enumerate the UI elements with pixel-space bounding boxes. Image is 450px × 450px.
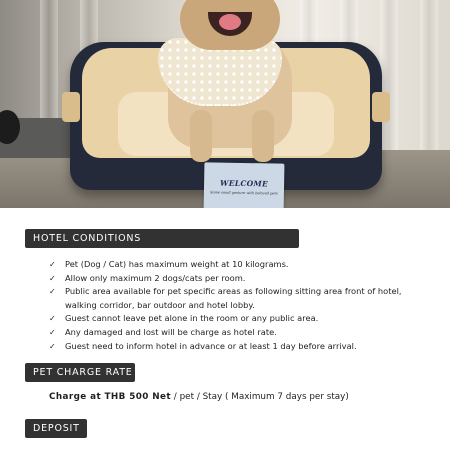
welcome-card	[204, 162, 285, 208]
condition-item	[48, 326, 428, 340]
bed-bow-right	[372, 92, 390, 122]
condition-text: walking corridor, bar outdoor and hotel lobby.	[65, 299, 255, 310]
hotel-conditions-heading: HOTEL CONDITIONS	[25, 229, 299, 248]
welcome-card-title: WELCOME	[219, 178, 269, 189]
deposit-heading: DEPOSIT	[25, 419, 87, 438]
charge-rate-line	[49, 392, 349, 402]
check-icon: ✓	[49, 314, 56, 324]
curtain-fold	[380, 0, 398, 150]
charge-amount: Charge at THB 500 Net	[49, 392, 172, 402]
condition-item	[48, 258, 428, 272]
check-icon: ✓	[49, 273, 56, 283]
curtain-fold	[420, 0, 438, 150]
conditions-list	[48, 258, 428, 353]
condition-text: Any damaged and lost will be charge as hotel rate.	[65, 326, 277, 337]
condition-item	[48, 272, 428, 286]
condition-text: Pet (Dog / Cat) has maximum weight at 10 kilograms.	[65, 259, 289, 269]
welcome-card-subtitle: Some small gesture with beloved pets	[210, 190, 278, 196]
condition-item-continuation	[48, 299, 428, 313]
check-icon: ✓	[49, 260, 56, 269]
dog-leg	[190, 110, 212, 162]
check-icon: ✓	[49, 287, 56, 297]
condition-text: Allow only maximum 2 dogs/cats per room.	[65, 272, 246, 283]
condition-item	[48, 340, 428, 354]
dog-leg	[252, 110, 274, 162]
charge-terms: / pet / Stay ( Maximum 7 days per stay)	[171, 392, 349, 402]
bed-bow-left	[62, 92, 80, 122]
dog-in-bed-photo	[0, 0, 450, 208]
condition-item	[48, 285, 428, 299]
condition-text: Guest need to inform hotel in advance or at least 1 day before arrival.	[65, 340, 357, 351]
condition-text: Public area available for pet specific areas as following sitting area front of hotel,	[65, 286, 402, 297]
check-icon: ✓	[49, 341, 56, 351]
check-icon: ✓	[49, 327, 56, 337]
condition-text: Guest cannot leave pet alone in the room or any public area.	[65, 313, 319, 324]
dog-tongue	[219, 14, 241, 30]
pet-charge-rate-heading: PET CHARGE RATE	[25, 363, 135, 382]
condition-item	[48, 312, 428, 326]
